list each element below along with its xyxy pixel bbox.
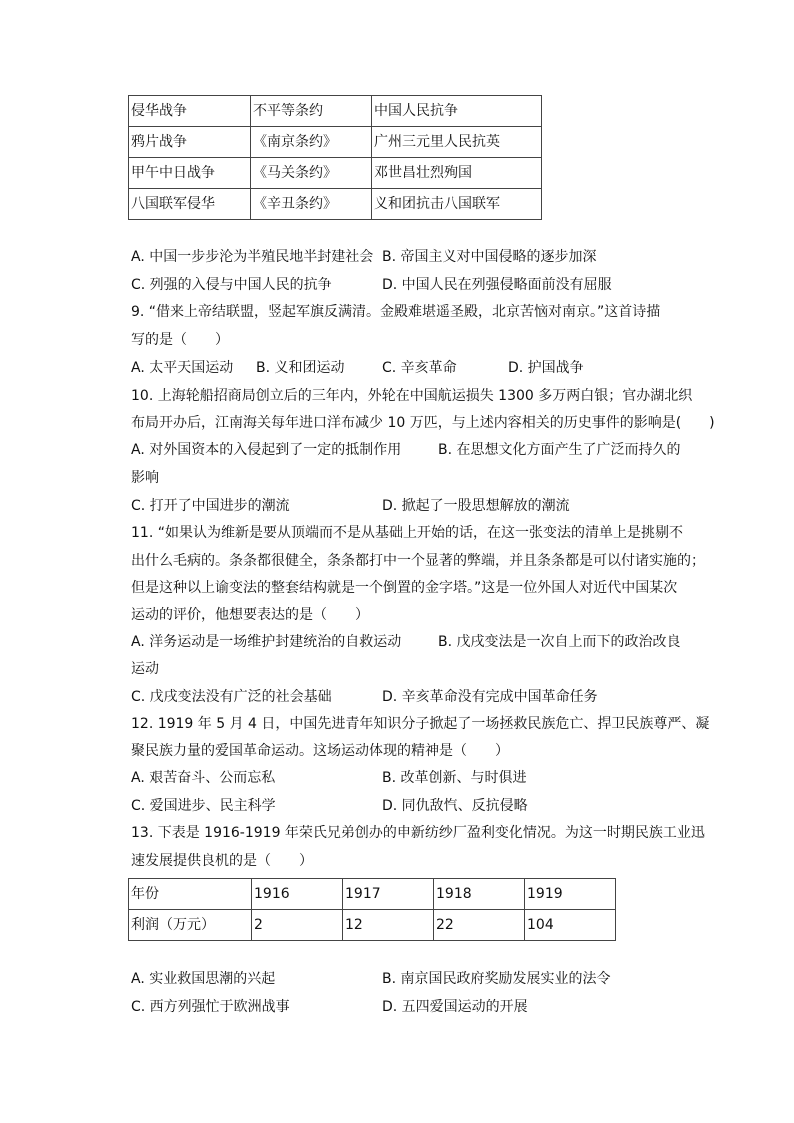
- profit-table: [128, 878, 616, 941]
- table-row: [129, 189, 542, 220]
- q10-option-b[interactable]: B. 在思想文化方面产生了广泛而持久的: [438, 442, 681, 458]
- q11-option-b-continued: 运动: [131, 661, 159, 677]
- q11-stem-line: 出什么毛病的。条条都很健全，条条都打中一个显著的弊端，并且条条都是可以付诸实施的；: [131, 553, 705, 569]
- q8-option-c[interactable]: C. 列强的入侵与中国人民的抗争: [131, 277, 332, 293]
- q12-stem-line: 聚民族力量的爱国革命运动。这场运动体现的精神是（ ）: [131, 743, 509, 759]
- q12-option-a[interactable]: A. 艰苦奋斗、公而忘私: [131, 770, 276, 786]
- q11-option-a[interactable]: A. 洋务运动是一场维护封建统治的自救运动: [131, 634, 402, 650]
- table-cell: 1919: [525, 879, 616, 910]
- q9-option-b[interactable]: B. 义和团运动: [256, 360, 345, 376]
- table-cell: 年份: [129, 879, 252, 910]
- q13-option-b[interactable]: B. 南京国民政府奖励发展实业的法令: [382, 971, 611, 987]
- q12-stem-line: 12. 1919 年 5 月 4 日，中国先进青年知识分子掀起了一场拯救民族危亡、捍卫民族尊严、凝: [131, 716, 710, 732]
- q9-option-c[interactable]: C. 辛亥革命: [382, 360, 457, 376]
- q8-option-d[interactable]: D. 中国人民在列强侵略面前没有屈服: [382, 277, 612, 293]
- q9-option-d[interactable]: D. 护国战争: [508, 360, 584, 376]
- table-cell: 104: [525, 910, 616, 941]
- q11-stem-line: 运动的评价，他想要表达的是（ ）: [131, 607, 369, 623]
- table-row: [129, 158, 542, 189]
- q12-option-b[interactable]: B. 改革创新、与时俱进: [382, 770, 527, 786]
- q12-option-d[interactable]: D. 同仇敌忾、反抗侵略: [382, 798, 528, 814]
- table-cell: 八国联军侵华: [129, 189, 251, 220]
- table-cell: 中国人民抗争: [372, 96, 542, 127]
- table-cell: 甲午中日战争: [129, 158, 251, 189]
- q11-stem-line: 但是这种以上谕变法的整套结构就是一个倒置的金字塔。”这是一位外国人对近代中国某次: [131, 580, 678, 596]
- table-row: [129, 127, 542, 158]
- table-cell: 义和团抗击八国联军: [372, 189, 542, 220]
- q8-option-b[interactable]: B. 帝国主义对中国侵略的逐步加深: [382, 249, 597, 265]
- q11-stem-line: 11. “如果认为维新是要从顶端而不是从基础上开始的话，在这一张变法的清单上是挑剔不: [131, 525, 683, 541]
- q10-stem-line: 布局开办后，江南海关每年进口洋布减少 10 万匹，与上述内容相关的历史事件的影响是( ): [131, 415, 715, 431]
- q11-option-d[interactable]: D. 辛亥革命没有完成中国革命任务: [382, 689, 598, 705]
- q13-stem-line: 速发展提供良机的是（ ）: [131, 853, 313, 869]
- table-cell: 22: [434, 910, 525, 941]
- q9-stem-line: 9. “借来上帝结联盟，竖起军旗反满清。金殿难堪遥圣殿，北京苦恼对南京。”这首诗描: [131, 304, 661, 320]
- invasion-treaty-table: [128, 95, 542, 220]
- table-cell: 12: [343, 910, 434, 941]
- table-cell: 1918: [434, 879, 525, 910]
- table-cell: 《辛丑条约》: [251, 189, 372, 220]
- table-cell: 2: [252, 910, 343, 941]
- q10-stem-line: 10. 上海轮船招商局创立后的三年内，外轮在中国航运损失 1300 多万两白银；官办湖北织: [131, 388, 693, 404]
- q13-stem-line: 13. 下表是 1916-1919 年荣氏兄弟创办的申新纺纱厂盈利变化情况。为这一时期民族工业迅: [131, 825, 705, 841]
- q8-option-a[interactable]: A. 中国一步步沦为半殖民地半封建社会: [131, 249, 374, 265]
- table-cell: 1916: [252, 879, 343, 910]
- q9-option-a[interactable]: A. 太平天国运动: [131, 360, 234, 376]
- q9-stem-line: 写的是（ ）: [131, 332, 229, 348]
- q13-option-c[interactable]: C. 西方列强忙于欧洲战事: [131, 999, 290, 1015]
- table-cell: 利润（万元）: [129, 910, 252, 941]
- table-cell: 《南京条约》: [251, 127, 372, 158]
- q12-option-c[interactable]: C. 爱国进步、民主科学: [131, 798, 276, 814]
- q10-option-c[interactable]: C. 打开了中国进步的潮流: [131, 498, 290, 514]
- q10-option-a[interactable]: A. 对外国资本的入侵起到了一定的抵制作用: [131, 442, 402, 458]
- table-cell: 广州三元里人民抗英: [372, 127, 542, 158]
- table-row: [129, 96, 542, 127]
- table-cell: 《马关条约》: [251, 158, 372, 189]
- table-cell: 邓世昌壮烈殉国: [372, 158, 542, 189]
- q11-option-c[interactable]: C. 戊戌变法没有广泛的社会基础: [131, 689, 332, 705]
- table-row: [129, 910, 616, 941]
- table-cell: 不平等条约: [251, 96, 372, 127]
- table-cell: 1917: [343, 879, 434, 910]
- q10-option-b-continued: 影响: [131, 470, 159, 486]
- q13-option-d[interactable]: D. 五四爱国运动的开展: [382, 999, 528, 1015]
- table-cell: 鸦片战争: [129, 127, 251, 158]
- q11-option-b[interactable]: B. 戊戌变法是一次自上而下的政治改良: [438, 634, 681, 650]
- table-row: [129, 879, 616, 910]
- q10-option-d[interactable]: D. 掀起了一股思想解放的潮流: [382, 498, 570, 514]
- q13-option-a[interactable]: A. 实业救国思潮的兴起: [131, 971, 276, 987]
- table-cell: 侵华战争: [129, 96, 251, 127]
